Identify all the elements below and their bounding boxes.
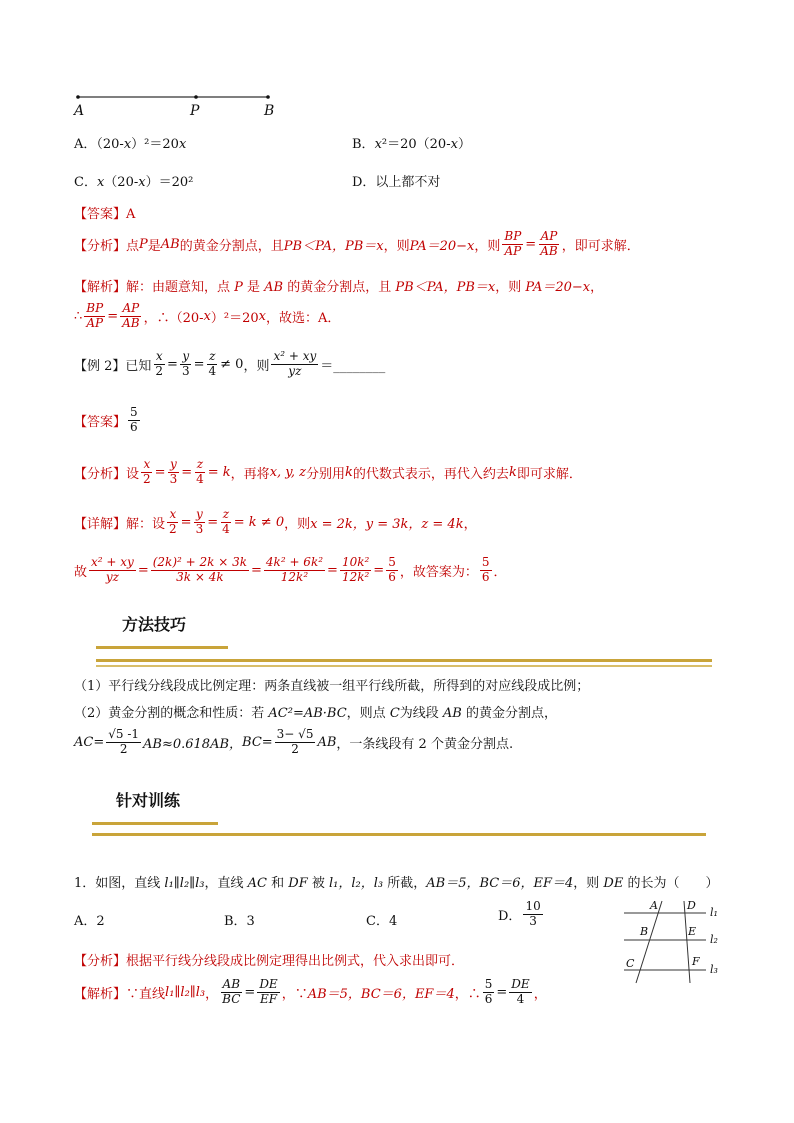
solution-line-2: ∴ $\frac{BP}{AP}$ = $\frac{AP}{AB}$ ，∴（20- x ）²＝20 x ，故选：A． — [74, 301, 341, 330]
fraction-ap-ab-2: $\frac{AP}{AB}$ — [122, 301, 140, 330]
practice-divider-thick — [92, 833, 706, 836]
expression-fraction: $\frac{\text{x² + xy}}{yz}$ — [273, 349, 317, 378]
option-d: D．以上都不对 — [352, 175, 441, 190]
fig-label-l1: l₁ — [710, 906, 718, 919]
methods-heading-underline — [96, 646, 228, 649]
methods-line-1: （1）平行线分线段成比例定理：两条直线被一组平行线所截，所得到的对应线段成比例； — [74, 679, 590, 694]
fig-label-c: C — [626, 957, 635, 970]
fig-label-b: B — [640, 925, 649, 938]
option-a: A．（20-x）²＝20x — [74, 137, 187, 152]
answer-tag: 【答案】 — [74, 207, 127, 222]
fig-label-d: D — [687, 899, 696, 912]
example2-detail: 【详解】 解：设 $\frac{x}{2}$ = $\frac{y}{3}$ = $\frac{z}{4}$ = k ≠ 0 ，则 x = 2k，y = 3k，z = 4k ， — [74, 507, 477, 536]
methods-divider-thick — [96, 659, 712, 662]
point-p — [194, 95, 198, 99]
methods-heading: 方法技巧 — [122, 615, 187, 634]
example2-answer: 【答案】 $\frac{5}{6}$ — [74, 405, 138, 434]
fraction-bp-ap: $\frac{BP}{AP}$ — [504, 229, 522, 258]
practice-heading-underline — [92, 822, 218, 825]
fig-label-f: F — [692, 955, 700, 968]
option-c: C．x（20-x）＝20² — [74, 175, 194, 190]
point-b — [266, 95, 270, 99]
practice-option-a: A．2 — [74, 914, 105, 929]
practice-solution: 【解析】 ∵直线 l₁∥l₂∥l₃ ， $\frac{AB}{BC}$ = $\frac{DE}{EF}$ ，∵ AB＝5，BC＝6，EF＝4 ，∴ $\frac{5}{6}$ = $\frac{DE}{4}$ ， — [74, 977, 547, 1006]
practice-question-1: 1．如图，直线 l₁∥l₂∥l₃，直线 AC 和 DF 被 l₁，l₂，l₃ 所截，AB＝5，BC＝6，EF＝4，则 DE 的长为（ ） — [74, 876, 719, 891]
option-b: B．x²＝20（20-x） — [352, 137, 471, 152]
answer-blank: ＝________ — [320, 358, 386, 374]
practice-option-b: B．3 — [224, 914, 255, 929]
fig-label-l3: l₃ — [710, 963, 718, 976]
example2-analysis: 【分析】 设 $\frac{x}{2}$ = $\frac{y}{3}$ = $\frac{z}{4}$ = k ，再将 x, y, z 分别用 k 的代数式表示，再代入约去 k 即可求解． — [74, 457, 582, 486]
methods-line-2: （2）黄金分割的概念和性质：若 AC²=AB·BC，则点 C为线段 AB 的黄金分割点， — [74, 706, 557, 721]
label-p: P — [190, 103, 200, 119]
example2-conclusion: 故 $\frac{\text{x² + xy}}{yz}$ = $\frac{\text{(2k)² + 2k × 3k}}{3k \times 4k}$ = $\frac{\text{4k² + 6k²}}{\text{12k²}}$ = $\frac{\text{10k²}}{\text{12k²}}$ = $\frac{5}{6}$ ，故答案为： $\frac{5}{6}$ ． — [74, 555, 507, 584]
fraction-bp-ap-2: $\frac{BP}{AP}$ — [86, 301, 104, 330]
practice-option-d: D． $\frac{10}{3}$ — [498, 899, 541, 928]
methods-divider-thin — [96, 665, 712, 667]
practice-option-c: C．4 — [366, 914, 398, 929]
fraction-ap-ab: $\frac{AP}{AB}$ — [540, 229, 558, 258]
point-a — [76, 95, 80, 99]
example2-question: 【例 2】已知 $\frac{x}{2}$ = $\frac{y}{3}$ = $\frac{z}{4}$ ≠ 0 ，则 $\frac{\text{x² + xy}}{yz}$ ＝________ — [74, 349, 386, 378]
segment-diagram — [70, 90, 290, 120]
fig-label-e: E — [688, 925, 697, 938]
practice-heading: 针对训练 — [116, 791, 181, 810]
methods-line-3: AC= $\frac{√5 -1}{2}$ AB≈0.618AB， BC= $\frac{3- √5}{2}$ AB ，一条线段有 2 个黄金分割点. — [74, 727, 514, 756]
analysis-line: 【分析】 点 P 是 AB 的黄金分割点，且 PB＜PA，PB＝x ，则 PA＝20−x ，则 $\frac{BP}{AP}$ = $\frac{AP}{AB}$ ，即可求解． — [74, 229, 640, 258]
practice-analysis: 【分析】根据平行线分线段成比例定理得出比例式，代入求出即可． — [74, 954, 465, 969]
label-a: A — [74, 103, 85, 119]
answer-value: A — [126, 207, 136, 222]
fig-label-l2: l₂ — [710, 933, 718, 946]
fig-label-a: A — [650, 899, 658, 912]
answer-line — [74, 203, 135, 222]
solution-line-1: 【解析】解：由题意知，点 P 是 AB 的黄金分割点，且 PB＜PA，PB＝x，则 PA＝20−x， — [74, 280, 604, 295]
label-b: B — [264, 103, 275, 119]
